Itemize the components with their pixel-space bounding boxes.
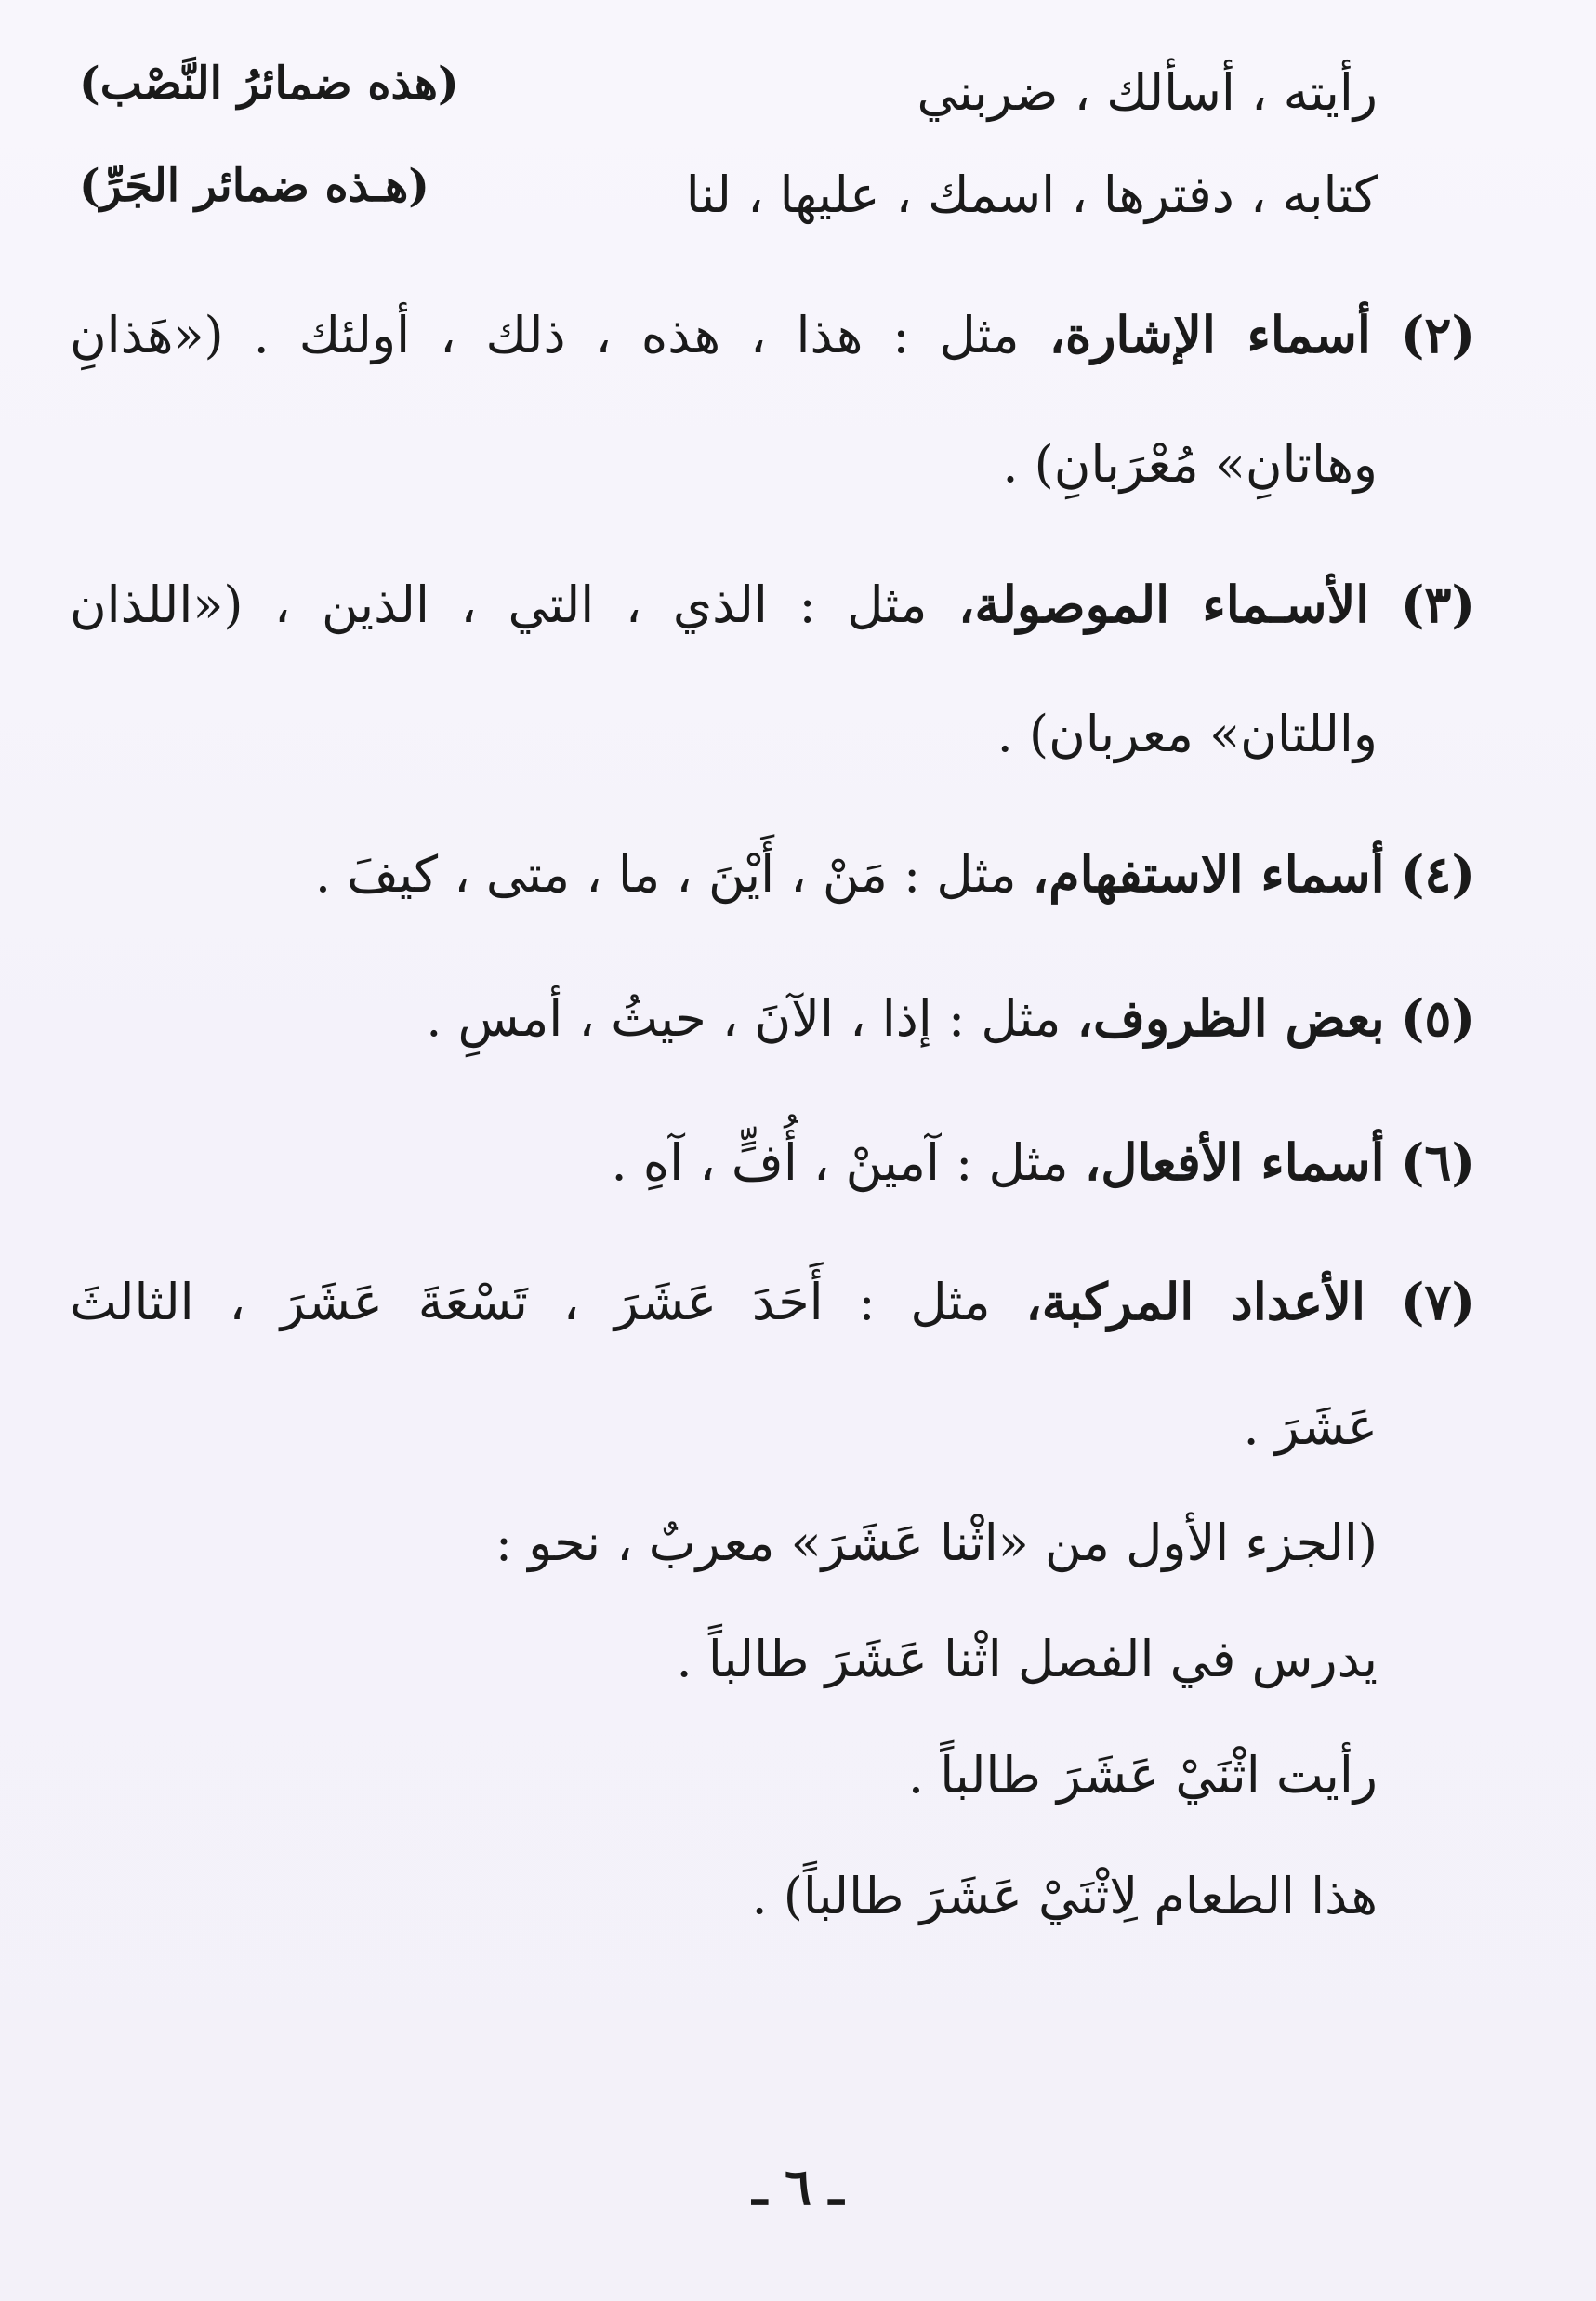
item-number: (٣): [1400, 575, 1475, 634]
item-title: الأعداد المركبة،: [1025, 1272, 1366, 1331]
item-7-line-2: [1243, 1390, 1378, 1464]
pronoun-note-1: [79, 46, 459, 121]
item-title: أسماء الإشارة،: [1049, 305, 1371, 364]
pronoun-examples-line-1: [917, 56, 1378, 130]
example-text: رأيت اثْنَيْ عَشَرَ طالباً .: [907, 1746, 1378, 1805]
item-text: مثل : مَنْ ، أَيْنَ ، ما ، متى ، كيفَ .: [314, 845, 1017, 904]
item-title: بعض الظروف،: [1076, 988, 1385, 1048]
item-number: (٦): [1400, 1132, 1475, 1192]
item-title: أسماء الاستفهام،: [1032, 844, 1385, 904]
item-text-continued: وهاتانِ» مُعْرَبانِ) .: [1002, 435, 1378, 494]
pronoun-note-text: (هـذه ضمائر الجَرِّ): [79, 160, 429, 212]
item-5-line-1: [426, 981, 1475, 1055]
item-2-line-1: [70, 298, 1475, 372]
item-text: مثل : إذا ، الآنَ ، حيثُ ، أمسِ .: [426, 989, 1062, 1048]
item-number: (٢): [1400, 305, 1475, 364]
item-2-line-2: [1002, 428, 1378, 502]
item-title: أسماء الأفعال،: [1084, 1132, 1385, 1192]
item-text: مثل : أَحَدَ عَشَرَ ، تَسْعَةَ عَشَرَ ، الثالثَ: [70, 1273, 991, 1331]
item-text: مثل : الذي ، التي ، الذين ، («اللذان: [70, 575, 928, 634]
example-text: يدرس في الفصل اثْنا عَشَرَ طالباً .: [676, 1630, 1378, 1688]
item-number: (٥): [1400, 988, 1475, 1048]
example-line-1: [495, 1506, 1378, 1580]
item-number: (٤): [1400, 844, 1475, 904]
item-text: مثل : هذا ، هذه ، ذلك ، أولئك . («هَذانِ: [70, 306, 1020, 364]
example-line-4: [751, 1859, 1378, 1934]
item-number: (٧): [1400, 1272, 1476, 1331]
item-text-continued: واللتان» معربان) .: [996, 705, 1378, 763]
item-7-line-1: [70, 1264, 1475, 1339]
item-6-line-1: [612, 1125, 1475, 1199]
pronoun-examples-text: رأيته ، أسألك ، ضربني: [917, 63, 1378, 122]
page-number: ـ ٦ ـ: [752, 2157, 844, 2216]
example-line-3: [908, 1739, 1378, 1813]
pronoun-note-2: [79, 149, 429, 223]
example-line-2: [677, 1622, 1378, 1697]
item-title: الأسـماء الموصولة،: [957, 575, 1370, 634]
item-3-line-1: [70, 567, 1475, 641]
pronoun-examples-line-2: [686, 158, 1378, 232]
item-text: مثل : آمينْ ، أُفٍّ ، آهِ .: [611, 1133, 1069, 1192]
example-text: (الجزء الأول من «اثْنا عَشَرَ» معربٌ ، نحو :: [495, 1514, 1378, 1572]
item-3-line-2: [997, 697, 1378, 772]
item-text-continued: عَشَرَ .: [1243, 1397, 1378, 1456]
pronoun-examples-text: كتابه ، دفترها ، اسمك ، عليها ، لنا: [685, 165, 1378, 224]
item-4-line-1: [315, 837, 1475, 911]
example-text: هذا الطعام لِاثْنَيْ عَشَرَ طالباً) .: [751, 1867, 1378, 1925]
pronoun-note-text: (هذه ضمائرُ النَّصْب): [79, 58, 459, 110]
